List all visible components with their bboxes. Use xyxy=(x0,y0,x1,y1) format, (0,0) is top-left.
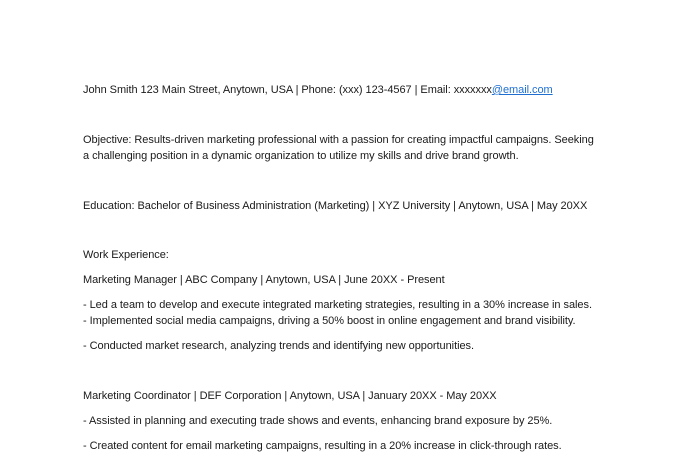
job-bullet: - Implemented social media campaigns, driving a 50% boost in online engagement and brand visibility. xyxy=(83,315,576,327)
job-title-marketing-manager: Marketing Manager | ABC Company | Anytown, USA | June 20XX - Present xyxy=(83,274,445,286)
email-link[interactable]: @email.com xyxy=(491,84,553,96)
job-bullet: - Led a team to develop and execute integrated marketing strategies, resulting in a 30% increase in sales. xyxy=(83,299,592,311)
contact-line xyxy=(83,83,553,98)
job-title-marketing-coordinator: Marketing Coordinator | DEF Corporation | Anytown, USA | January 20XX - May 20XX xyxy=(83,390,497,402)
job-bullet: - Assisted in planning and executing trade shows and events, enhancing brand exposure by 25%. xyxy=(83,415,553,427)
objective-line-2: a challenging position in a dynamic organization to utilize my skills and drive brand growth. xyxy=(83,150,519,162)
contact-details: John Smith 123 Main Street, Anytown, USA | Phone: (xxx) 123-4567 | Email: xxxxxxx xyxy=(83,84,492,96)
work-experience-heading: Work Experience: xyxy=(83,249,169,261)
objective-line-1: Objective: Results-driven marketing professional with a passion for creating impactful campaigns. Seeking xyxy=(83,134,594,146)
education-line: Education: Bachelor of Business Administration (Marketing) | XYZ University | Anytown, USA | May 20XX xyxy=(83,200,588,212)
job-bullet: - Conducted market research, analyzing trends and identifying new opportunities. xyxy=(83,340,475,352)
job-bullet: - Created content for email marketing campaigns, resulting in a 20% increase in click-through rates. xyxy=(83,440,562,452)
